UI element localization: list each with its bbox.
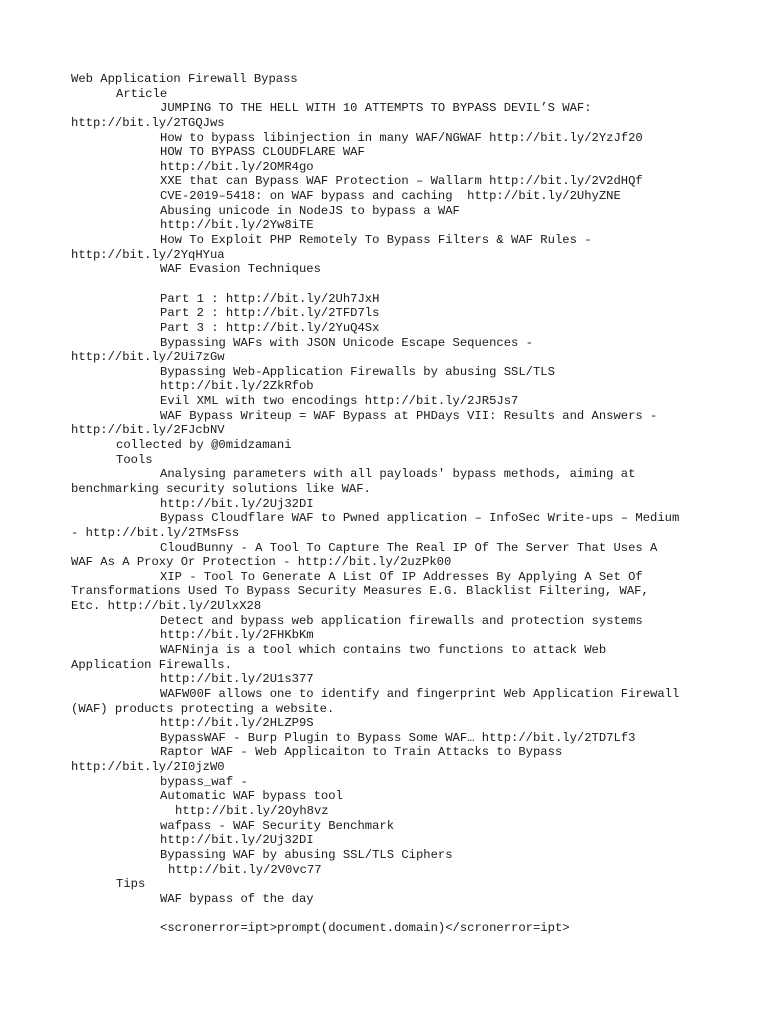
text-line: http://bit.ly/2Ui7zGw <box>71 350 225 365</box>
text-line: http://bit.ly/2I0jzW0 <box>71 760 225 775</box>
text-line: benchmarking security solutions like WAF. <box>71 481 371 496</box>
text-line: collected by @0midzamani <box>116 438 292 453</box>
text-line: JUMPING TO THE HELL WITH 10 ATTEMPTS TO BYPASS DEVIL’S WAF: <box>160 101 592 116</box>
text-line: Analysing parameters with all payloads' bypass methods, aiming at <box>160 467 636 482</box>
text-line: Part 3 : http://bit.ly/2YuQ4Sx <box>160 320 380 335</box>
text-line: BypassWAF - Burp Plugin to Bypass Some WAF… http://bit.ly/2TD7Lf3 <box>160 730 636 745</box>
text-line: http://bit.ly/2V0vc77 <box>168 862 322 877</box>
text-line: http://bit.ly/2Oyh8vz <box>175 804 329 819</box>
text-line: http://bit.ly/2ZkRfob <box>160 379 314 394</box>
text-line: Bypass Cloudflare WAF to Pwned application – InfoSec Write-ups – Medium <box>160 511 680 526</box>
text-line: Application Firewalls. <box>71 657 232 672</box>
text-line: (WAF) products protecting a website. <box>71 701 335 716</box>
text-line: http://bit.ly/2FJcbNV <box>71 423 225 438</box>
document-title: Web Application Firewall Bypass <box>71 72 298 86</box>
text-line: <scronerror=ipt>prompt(document.domain)</scronerror=ipt> <box>160 921 570 936</box>
text-line: Raptor WAF - Web Applicaiton to Train Attacks to Bypass <box>160 745 563 760</box>
text-line: Detect and bypass web application firewalls and protection systems <box>160 613 643 628</box>
text-line: WAFNinja is a tool which contains two functions to attack Web <box>160 642 607 657</box>
text-line: - http://bit.ly/2TMsFss <box>71 525 240 540</box>
text-line: WAFW00F allows one to identify and fingerprint Web Application Firewall <box>160 686 680 701</box>
text-line: Transformations Used To Bypass Security Measures E.G. Blacklist Filtering, WAF, <box>71 584 649 599</box>
text-line: WAF Bypass Writeup = WAF Bypass at PHDays VII: Results and Answers - <box>160 408 658 423</box>
text-line: XXE that can Bypass WAF Protection – Wallarm http://bit.ly/2V2dHQf <box>160 174 643 189</box>
text-line: Article <box>116 86 168 101</box>
document-body <box>0 72 768 936</box>
text-line: Tools <box>116 452 153 467</box>
text-line: http://bit.ly/2OMR4go <box>160 159 314 174</box>
blank-line <box>0 277 768 292</box>
text-line: http://bit.ly/2U1s377 <box>160 672 314 687</box>
text-line: Automatic WAF bypass tool <box>160 789 343 804</box>
text-line: http://bit.ly/2HLZP9S <box>160 716 314 731</box>
text-line: Bypassing WAFs with JSON Unicode Escape Sequences - <box>160 335 533 350</box>
text-line: Evil XML with two encodings http://bit.ly/2JR5Js7 <box>160 394 519 409</box>
text-line: HOW TO BYPASS CLOUDFLARE WAF <box>160 145 365 160</box>
text-line: How to bypass libinjection in many WAF/NGWAF http://bit.ly/2YzJf20 <box>160 130 643 145</box>
text-line: CVE-2019–5418: on WAF bypass and caching http://bit.ly/2UhyZNE <box>160 189 621 204</box>
text-line: bypass_waf - <box>160 774 248 789</box>
text-line: Part 2 : http://bit.ly/2TFD7ls <box>160 306 380 321</box>
text-line: wafpass - WAF Security Benchmark <box>160 818 395 833</box>
text-line: WAF As A Proxy Or Protection - http://bit.ly/2uzPk00 <box>71 555 452 570</box>
text-line: CloudBunny - A Tool To Capture The Real IP Of The Server That Uses A <box>160 540 658 555</box>
text-line: Part 1 : http://bit.ly/2Uh7JxH <box>160 291 380 306</box>
text-line: How To Exploit PHP Remotely To Bypass Filters & WAF Rules - <box>160 233 592 248</box>
text-line: http://bit.ly/2YqHYua <box>71 247 225 262</box>
text-line: http://bit.ly/2Yw8iTE <box>160 218 314 233</box>
text-line: http://bit.ly/2Uj32DI <box>160 833 314 848</box>
blank-line <box>0 907 768 922</box>
text-line: http://bit.ly/2TGQJws <box>71 115 225 130</box>
text-line: WAF Evasion Techniques <box>160 262 321 277</box>
text-line: Etc. http://bit.ly/2UlxX28 <box>71 599 262 614</box>
text-line: XIP - Tool To Generate A List Of IP Addresses By Applying A Set Of <box>160 569 643 584</box>
text-line: Tips <box>116 877 146 892</box>
text-line: http://bit.ly/2FHKbKm <box>160 628 314 643</box>
text-line: WAF bypass of the day <box>160 891 314 906</box>
text-line: Abusing unicode in NodeJS to bypass a WAF <box>160 203 460 218</box>
text-line: http://bit.ly/2Uj32DI <box>160 496 314 511</box>
text-line: Bypassing Web-Application Firewalls by abusing SSL/TLS <box>160 364 555 379</box>
text-line: Bypassing WAF by abusing SSL/TLS Ciphers <box>160 847 453 862</box>
